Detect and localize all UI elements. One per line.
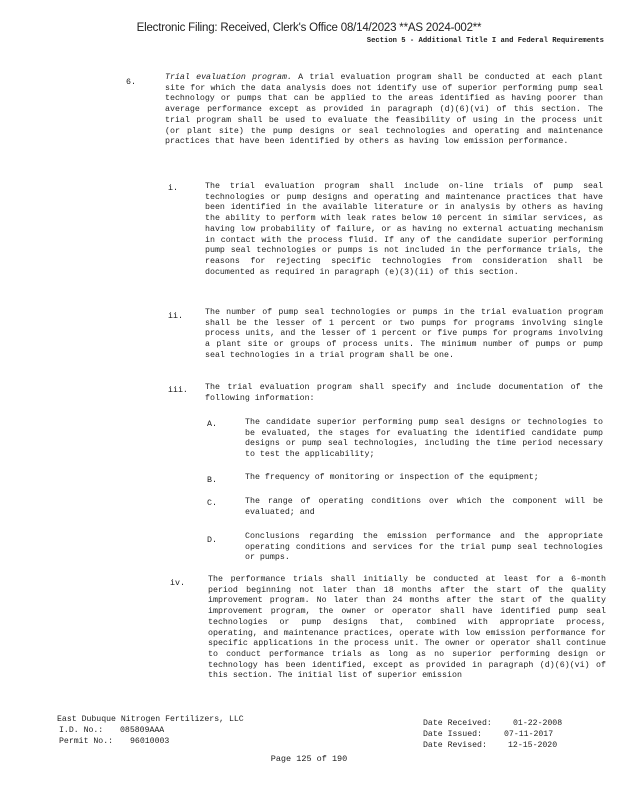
subitem-iv-text: The performance trials shall initially be conducted at least for a 6-month period beginning not later than 18 months after the start of the quality improvement program. No later than 24 months after the start of the quality improvement program, the owner or operator shall have identified pump seal technologies or pump designs that, combined with appropriate process, operating, and maintenance practices, operate with low emission performance for specific applications in the process unit. The owner or operator shall continue to conduct performance trials as long as no superior performing design or technology has been identified, except as provided in paragraph (d)(6)(vi) of this section. The initial list of superior emission (208, 575, 606, 681)
subitem-iii-text: The trial evaluation program shall specify and include documentation of the following information: (205, 383, 603, 403)
subitem-number: iv. (170, 579, 185, 588)
footer-revised-label: Date Revised: (423, 741, 487, 750)
item-6-paragraph (165, 73, 603, 148)
footer-received-value: 01-22-2008 (513, 719, 563, 728)
letter-b-text: The frequency of monitoring or inspection of the equipment; (245, 473, 539, 482)
letter-number: D. (207, 536, 217, 545)
electronic-filing-stamp: Electronic Filing: Received, Clerk's Office 08/14/2023 **AS 2024-002** (136, 22, 482, 34)
footer-issued-label: Date Issued: (423, 730, 482, 739)
footer-id-label: I.D. No.: (59, 726, 104, 735)
footer-received-label: Date Received: (423, 719, 492, 728)
subitem-i-text: The trial evaluation program shall include on-line trials of pump seal technologies or pump designs and operating and maintenance practices that have been identified in the available literature or in analysis by others as having the ability to perform with leak rates below 10 percent in similar services, as having low probability of failure, or as having no external actuating mechanism in contact with the process fluid. If any of the candidate superior performing pump seal technologies or pumps is not included in the performance trials, the reasons for rejecting specific technologies from consideration shall be documented as required in paragraph (e)(3)(ii) of this section. (205, 182, 603, 277)
letter-number: C. (207, 499, 217, 508)
footer-company: East Dubuque Nitrogen Fertilizers, LLC (57, 715, 244, 724)
letter-c-text: The range of operating conditions over which the component will be evaluated; and (245, 497, 603, 517)
footer-id-value: 085809AAA (120, 726, 165, 735)
subitem-number: iii. (168, 386, 188, 395)
section-header: Section 5 - Additional Title I and Federal Requirements (366, 37, 604, 45)
letter-a-text: The candidate superior performing pump seal designs or technologies to be evaluated, the stages for evaluating the identified candidate pump designs or pump seal technologies, including the time period necessary to test the applicability; (245, 418, 603, 460)
item-6-text: A trial evaluation program shall be conducted at each plant site for which the data analysis does not identify use of superior performing pump seal technology or pumps that can be applied to the areas identified as having poorer than average performance except as provided in paragraph (d)(6)(vi) of this section. The trial program shall be used to evaluate the feasibility of using in the process unit (or plant site) the pump designs or seal technologies and operating and maintenance practices that have been identified by others as having low emission performance. (165, 73, 603, 147)
subitem-ii-text: The number of pump seal technologies or pumps in the trial evaluation program shall be the lesser of 1 percent or two pumps for programs involving single process units, and the lesser of 1 percent or five pumps for programs involving a plant site or groups of process units. The minimum number of pumps or pump seal technologies in a trial program shall be one. (205, 308, 603, 360)
letter-number: B. (207, 476, 217, 485)
subitem-number: i. (168, 184, 178, 193)
item-number: 6. (126, 78, 136, 87)
footer-issued-value: 07-11-2017 (504, 730, 554, 739)
footer-revised-value: 12-15-2020 (508, 741, 558, 750)
page-number: Page 125 of 190 (270, 754, 348, 764)
subitem-number: ii. (168, 312, 183, 321)
footer-permit-label: Permit No.: (59, 737, 114, 746)
footer-permit-value: 96010003 (130, 737, 170, 746)
letter-d-text: Conclusions regarding the emission performance and the appropriate operating conditions and services for the trial pump seal technologies or pumps. (245, 532, 603, 563)
item-6-lead: Trial evaluation program. (165, 73, 292, 82)
letter-number: A. (207, 420, 217, 429)
